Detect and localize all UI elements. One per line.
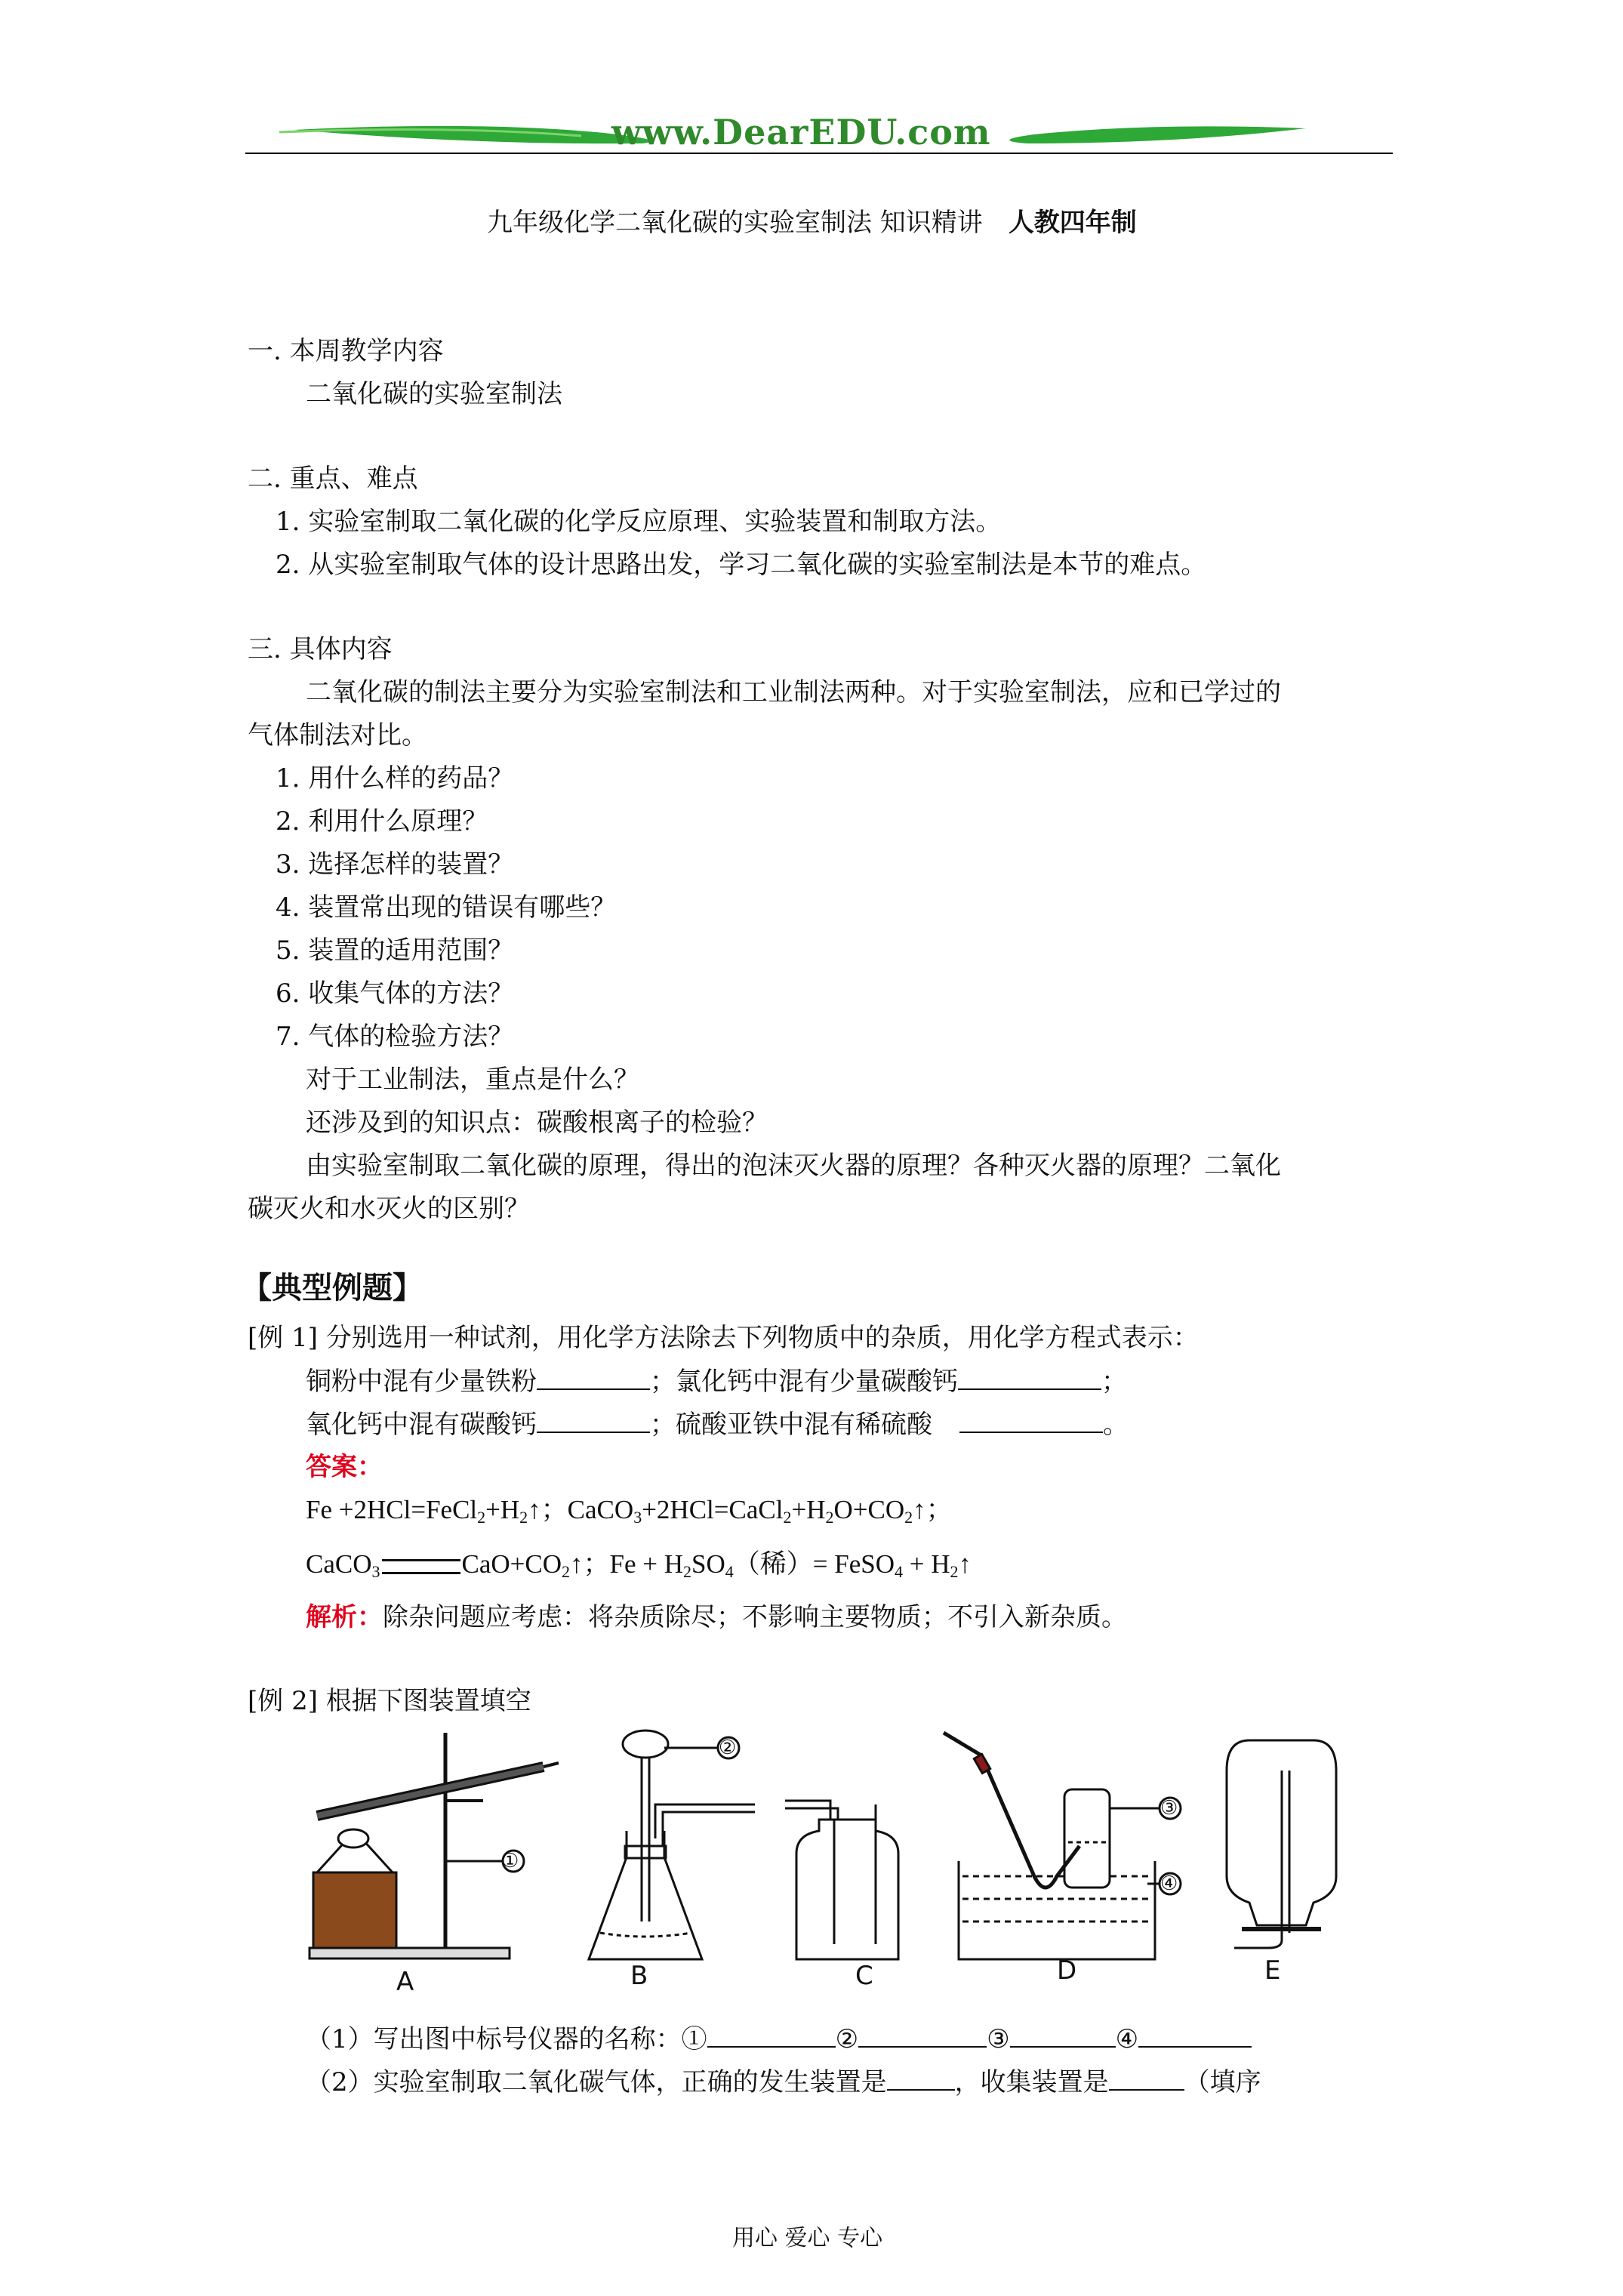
example2-label: [例 2] 根据下图装置填空 bbox=[248, 1686, 531, 1716]
answer-blank[interactable] bbox=[958, 1366, 1101, 1390]
apparatus-b bbox=[589, 1730, 755, 1959]
apparatus-c bbox=[785, 1801, 898, 1959]
answer-blank[interactable] bbox=[707, 2023, 836, 2048]
analysis bbox=[306, 1602, 1127, 1632]
marker-4: ④ bbox=[1160, 1872, 1178, 1895]
section3-intro-line1: 二氧化碳的制法主要分为实验室制法和工业制法两种。对于实验室制法，应和已学过的 bbox=[306, 677, 1281, 707]
question-item: 6. 收集气体的方法？ bbox=[276, 978, 514, 1009]
marker-3: ③ bbox=[1160, 1797, 1178, 1820]
footer-text: 用心 爱心 专心 bbox=[732, 2225, 883, 2251]
example1-question-row1: 铜粉中混有少量铁粉 ；氯化钙中混有少量碳酸钙 ； bbox=[306, 1367, 1127, 1397]
analysis-text: 除杂问题应考虑：将杂质除尽；不影响主要物质；不引入新杂质。 bbox=[383, 1602, 1127, 1632]
answer-blank[interactable] bbox=[959, 1409, 1103, 1433]
section3-intro-line2: 气体制法对比。 bbox=[248, 720, 427, 750]
examples-heading: 【典型例题】 bbox=[242, 1270, 423, 1305]
section2-item: 1. 实验室制取二氧化碳的化学反应原理、实验装置和制取方法。 bbox=[276, 507, 1002, 537]
industrial-question: 对于工业制法，重点是什么？ bbox=[306, 1065, 639, 1095]
answer-blank[interactable] bbox=[537, 1366, 650, 1390]
answer-blank[interactable] bbox=[887, 2066, 955, 2091]
answer-equation-2: CaCO$_3$ $CaO+CO_2↑$；$Fe + H_2SO_4$（稀）= FeSO$_4$ + $H_2↑$ bbox=[306, 1549, 972, 1581]
example1-question-row2: 氧化钙中混有碳酸钙 ；硫酸亚铁中混有稀硫酸 。 bbox=[306, 1410, 1129, 1440]
foam-question-line2: 碳灭火和水灭火的区别？ bbox=[248, 1194, 530, 1224]
analysis-label: 解析： bbox=[306, 1602, 383, 1632]
section3-heading: 三. 具体内容 bbox=[248, 634, 393, 664]
apparatus-label-d: D bbox=[1057, 1955, 1077, 1986]
section1-body: 二氧化碳的实验室制法 bbox=[306, 379, 562, 409]
answer-blank[interactable] bbox=[1109, 2066, 1184, 2091]
marker-2: ② bbox=[719, 1737, 737, 1759]
answer-blank[interactable] bbox=[1010, 2023, 1116, 2048]
example2-question2: （2）实验室制取二氧化碳气体，正确的发生装置是 ，收集装置是 （填序 bbox=[306, 2067, 1261, 2097]
apparatus-label-c: C bbox=[855, 1961, 873, 1991]
section2-heading: 二. 重点、难点 bbox=[248, 464, 418, 494]
example2-question1: （1）写出图中标号仪器的名称：① ② ③ ④ bbox=[306, 2023, 1252, 2054]
apparatus-e bbox=[1227, 1740, 1336, 1948]
marker-1: ① bbox=[501, 1850, 519, 1872]
answer-blank[interactable] bbox=[858, 2023, 987, 2048]
apparatus-figure bbox=[302, 1725, 1404, 2005]
foam-question-line1: 由实验室制取二氧化碳的原理，得出的泡沫灭火器的原理？各种灭火器的原理？二氧化 bbox=[306, 1151, 1281, 1181]
question-item: 5. 装置的适用范围？ bbox=[276, 935, 514, 966]
logo-text: www.DearEDU.com bbox=[611, 112, 991, 153]
question-item: 3. 选择怎样的装置？ bbox=[276, 849, 514, 880]
apparatus-label-e: E bbox=[1264, 1955, 1281, 1986]
answer-blank[interactable] bbox=[537, 1409, 650, 1433]
answer-blank[interactable] bbox=[1138, 2023, 1252, 2048]
answer-label: 答案： bbox=[306, 1452, 383, 1482]
example1-label: [例 1] 分别选用一种试剂，用化学方法除去下列物质中的杂质，用化学方程式表示： bbox=[248, 1323, 1199, 1353]
page-title: 九年级化学二氧化碳的实验室制法 知识精讲 人教四年制 bbox=[487, 208, 1137, 238]
section1-heading: 一. 本周教学内容 bbox=[248, 336, 444, 366]
section2-item: 2. 从实验室制取气体的设计思路出发，学习二氧化碳的实验室制法是本节的难点。 bbox=[276, 550, 1207, 580]
question-item: 2. 利用什么原理？ bbox=[276, 806, 488, 837]
question-item: 4. 装置常出现的错误有哪些？ bbox=[276, 892, 617, 923]
header-rule bbox=[245, 153, 1393, 154]
apparatus-label-a: A bbox=[396, 1967, 414, 1997]
question-item: 1. 用什么样的药品？ bbox=[276, 763, 514, 794]
related-knowledge: 还涉及到的知识点：碳酸根离子的检验？ bbox=[306, 1108, 768, 1138]
answer-equation-1: $Fe +2HCl=FeCl_2+H_2↑$；$CaCO_3+2HCl=CaCl_2+H_2O+CO_2↑$； bbox=[306, 1495, 953, 1527]
apparatus-d bbox=[944, 1733, 1181, 1959]
question-item: 7. 气体的检验方法？ bbox=[276, 1022, 514, 1052]
apparatus-a bbox=[310, 1733, 559, 1959]
apparatus-label-b: B bbox=[630, 1961, 648, 1991]
